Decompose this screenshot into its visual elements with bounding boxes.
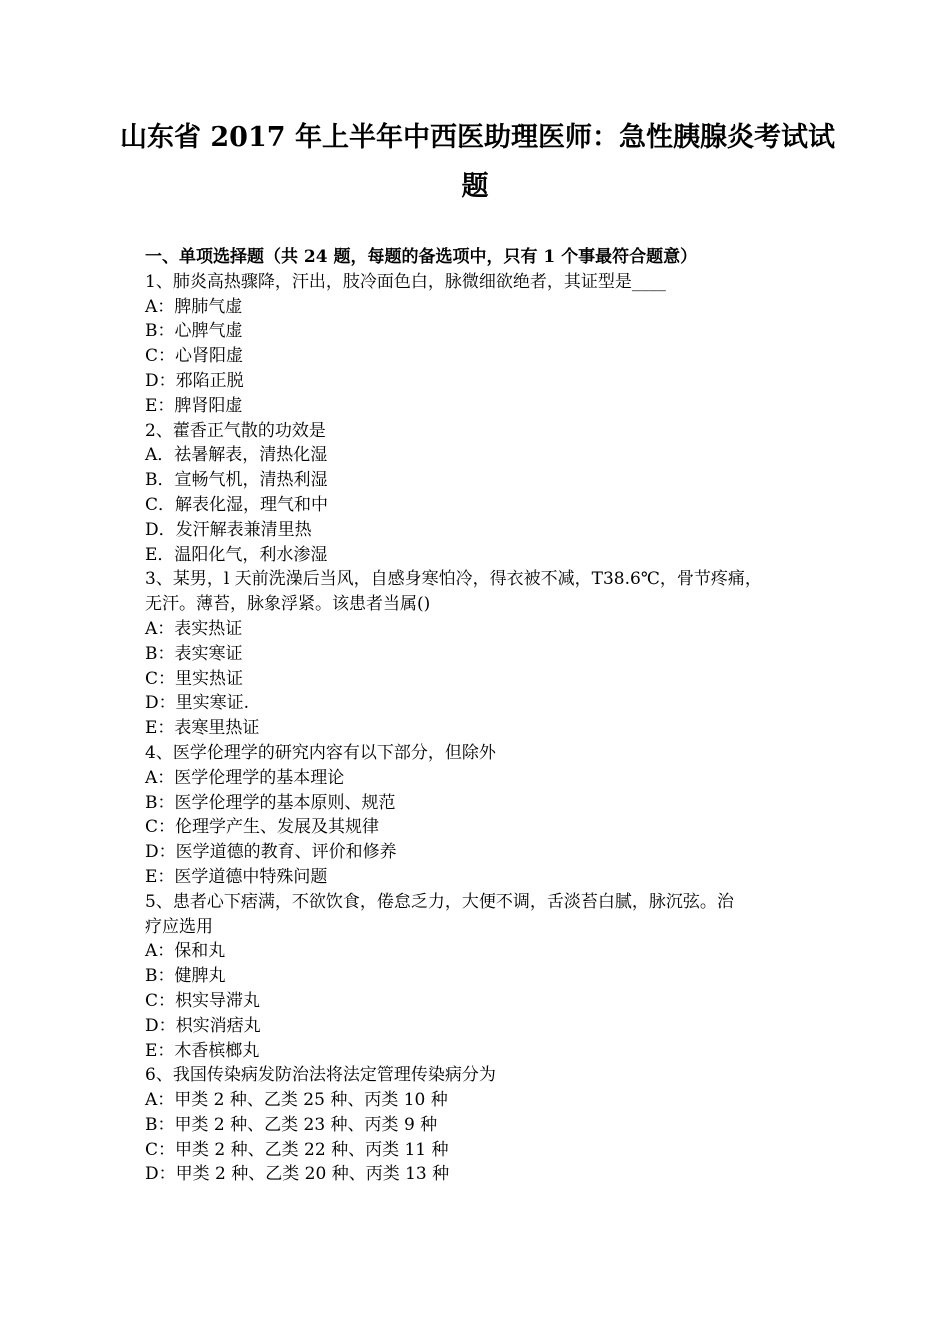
answer-option: B：表实寒证 — [145, 643, 243, 664]
answer-option: C：里实热证 — [145, 668, 244, 689]
answer-option: E：医学道德中特殊问题 — [145, 866, 328, 887]
question-block — [145, 890, 825, 1064]
answer-option: D：枳实消痞丸 — [145, 1015, 261, 1036]
answer-option: B：医学伦理学的基本原则、规范 — [145, 792, 396, 813]
answer-option: E：木香槟榔丸 — [145, 1040, 260, 1061]
question-stem-continuation: 无汗。薄苔，脉象浮紧。该患者当属() — [145, 594, 431, 615]
answer-option: C：枳实导滞丸 — [145, 990, 261, 1011]
question-block — [145, 1063, 825, 1187]
question-block — [145, 419, 825, 568]
answer-option: B．宣畅气机，清热利湿 — [145, 470, 328, 491]
answer-option: A．祛暑解表，清热化湿 — [145, 445, 328, 466]
question-stem: 1、肺炎高热骤降，汗出，肢冷面色白，脉微细欲绝者，其证型是____ — [145, 271, 666, 292]
document-title-line-1: 山东省 2017 年上半年中西医助理医师：急性胰腺炎考试试 — [120, 122, 835, 153]
answer-option: A：甲类 2 种、乙类 25 种、丙类 10 种 — [145, 1090, 448, 1111]
question-block — [145, 270, 825, 419]
answer-option: C：心肾阳虚 — [145, 346, 244, 367]
question-block — [145, 741, 825, 890]
question-stem: 3、某男，l 天前洗澡后当风，自感身寒怕冷，得衣被不减，T38.6℃，骨节疼痛， — [145, 569, 762, 590]
answer-option: B：甲类 2 种、乙类 23 种、丙类 9 种 — [145, 1114, 438, 1135]
answer-option: E：脾肾阳虚 — [145, 395, 243, 416]
answer-option: D：里实寒证. — [145, 693, 250, 714]
question-stem-continuation: 疗应选用 — [145, 916, 213, 937]
section-heading: 一、单项选择题（共 24 题，每题的备选项中，只有 1 个事最符合题意） — [145, 247, 698, 267]
answer-option: C：甲类 2 种、乙类 22 种、丙类 11 种 — [145, 1139, 449, 1160]
answer-option: A：医学伦理学的基本理论 — [145, 767, 345, 788]
question-stem: 6、我国传染病发防治法将法定管理传染病分为 — [145, 1065, 496, 1086]
question-stem: 4、医学伦理学的研究内容有以下部分，但除外 — [145, 742, 496, 763]
exam-content — [145, 245, 825, 1187]
answer-option: D：甲类 2 种、乙类 20 种、丙类 13 种 — [145, 1164, 450, 1185]
answer-option: E：表寒里热证 — [145, 718, 260, 739]
answer-option: A：表实热证 — [145, 618, 243, 639]
answer-option: E．温阳化气，利水渗湿 — [145, 544, 328, 565]
question-stem: 5、患者心下痞满，不欲饮食，倦怠乏力，大便不调，舌淡苔白腻，脉沉弦。治 — [145, 891, 734, 912]
answer-option: A：脾肺气虚 — [145, 296, 243, 317]
answer-option: D：邪陷正脱 — [145, 370, 244, 391]
answer-option: B：心脾气虚 — [145, 321, 243, 342]
answer-option: B：健脾丸 — [145, 966, 226, 987]
document-title-line-2: 题 — [461, 171, 489, 202]
answer-option: C．解表化湿，理气和中 — [145, 494, 329, 515]
answer-option: D：医学道德的教育、评价和修养 — [145, 842, 397, 863]
answer-option: A：保和丸 — [145, 941, 226, 962]
question-block — [145, 567, 825, 741]
question-stem: 2、藿香正气散的功效是 — [145, 420, 326, 441]
answer-option: C：伦理学产生、发展及其规律 — [145, 817, 380, 838]
answer-option: D．发汗解表兼清里热 — [145, 519, 312, 540]
